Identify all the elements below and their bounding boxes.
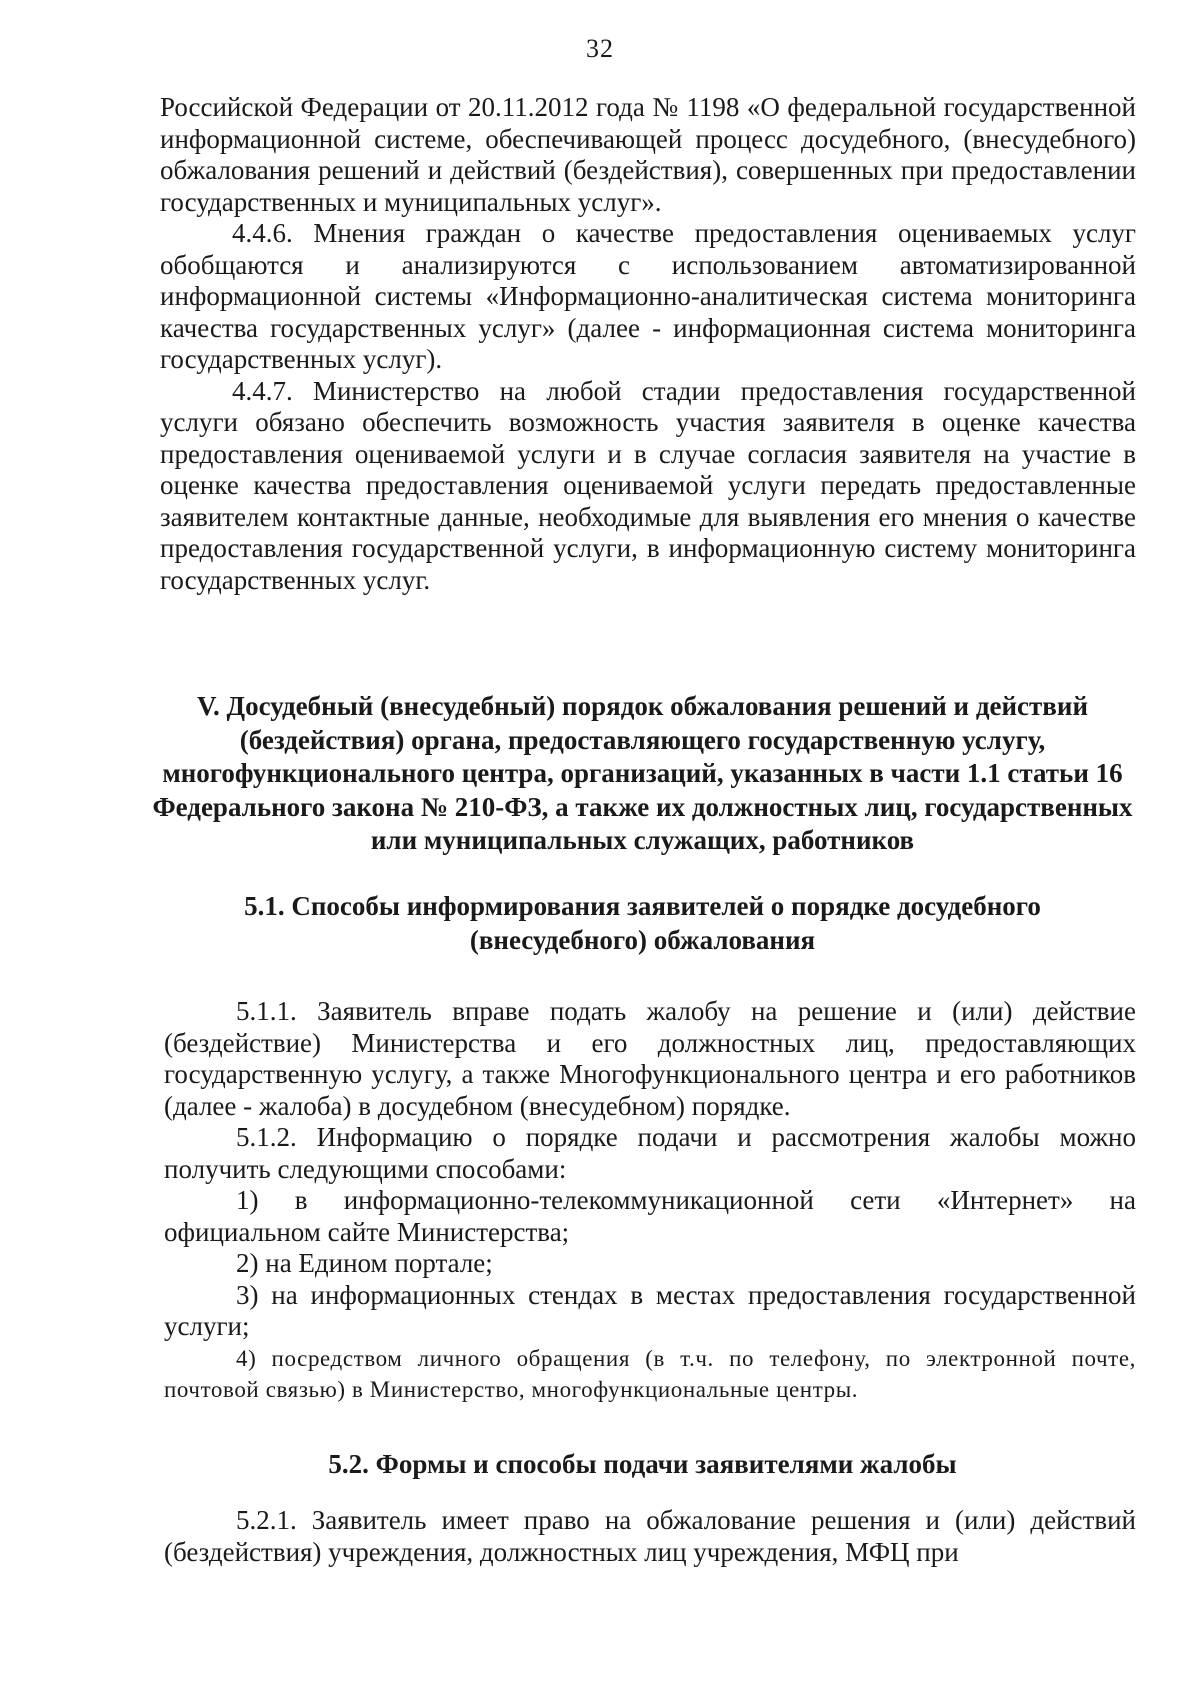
list-item-2: 2) на Едином портале; [236,1248,493,1278]
paragraph-4-4-6: 4.4.6. Мнения граждан о качестве предоставления оцениваемых услуг обобщаются и анализируются с использованием автоматизированной информационной системы «Информационно-аналитическая система мониторинга качества государственных услуг» (далее - информационная система мониторинга государственных услуг). [160,218,1136,374]
list-item-3: 3) на информационных стендах в местах предоставления государственной услуги; [164,1279,1136,1341]
section-5-heading [150,690,1135,858]
list-item-4: 4) посредством личного обращения (в т.ч. по телефону, по электронной почте, почтовой связью) в Министерство, многофункциональные центры. [164,1345,1136,1402]
paragraph-continuation: Российской Федерации от 20.11.2012 года № 1198 «О федеральной государственной информационной системе, обеспечивающей процесс досудебного, (внесудебного) обжалования решений и действий (бездействия), совершенных при предоставлении государственных и муниципальных услуг». [160,92,1136,217]
paragraph-5-1-1: 5.1.1. Заявитель вправе подать жалобу на решение и (или) действие (бездействие) Министерства и его должностных лиц, предоставляющих государственную услугу, а также Многофункционального центра и его работников (далее - жалоба) в досудебном (внесудебном) порядке. [164,996,1136,1121]
subsection-5-2-heading [150,1448,1135,1482]
page-number: 32 [586,34,614,63]
subsection-5-2-text-block [164,1505,1136,1568]
paragraph-4-4-7: 4.4.7. Министерство на любой стадии предоставления государственной услуги обязано обеспечить возможность участия заявителя в оценке качества предоставления оцениваемой услуги и в случае согласия заявителя на участие в оценке качества предоставления оцениваемой услуги передать предоставленные заявителем контактные данные, необходимые для выявления его мнения о качестве предоставления государственной услуги, в информационную систему мониторинга государственных услуг. [160,375,1136,595]
section-5-heading-text: V. Досудебный (внесудебный) порядок обжалования решений и действий (бездействия) органа, предоставляющего государственную услугу, многофункционального центра, организаций, указанных в части 1.1 статьи 16 Федерального закона № 210-ФЗ, а также их должностных лиц, государственных или муниципальных служащих, работников [152,691,1133,855]
top-text-block [160,92,1136,596]
paragraph-5-2-1: 5.2.1. Заявитель имеет право на обжалование решения и (или) действий (бездействия) учреждения, должностных лиц учреждения, МФЦ при [164,1505,1136,1567]
subsection-5-1-text-block [164,996,1136,1406]
list-item-1: 1) в информационно-телекоммуникационной сети «Интернет» на официальном сайте Министерства; [164,1185,1136,1247]
paragraph-5-1-2: 5.1.2. Информацию о порядке подачи и рассмотрения жалобы можно получить следующими способами: [164,1122,1136,1184]
subsection-5-2-heading-text: 5.2. Формы и способы подачи заявителями жалобы [328,1449,957,1479]
subsection-5-1-heading-text: 5.1. Способы информирования заявителей о порядке досудебного (внесудебного) обжалования [244,891,1041,955]
subsection-5-1-heading [200,890,1085,957]
